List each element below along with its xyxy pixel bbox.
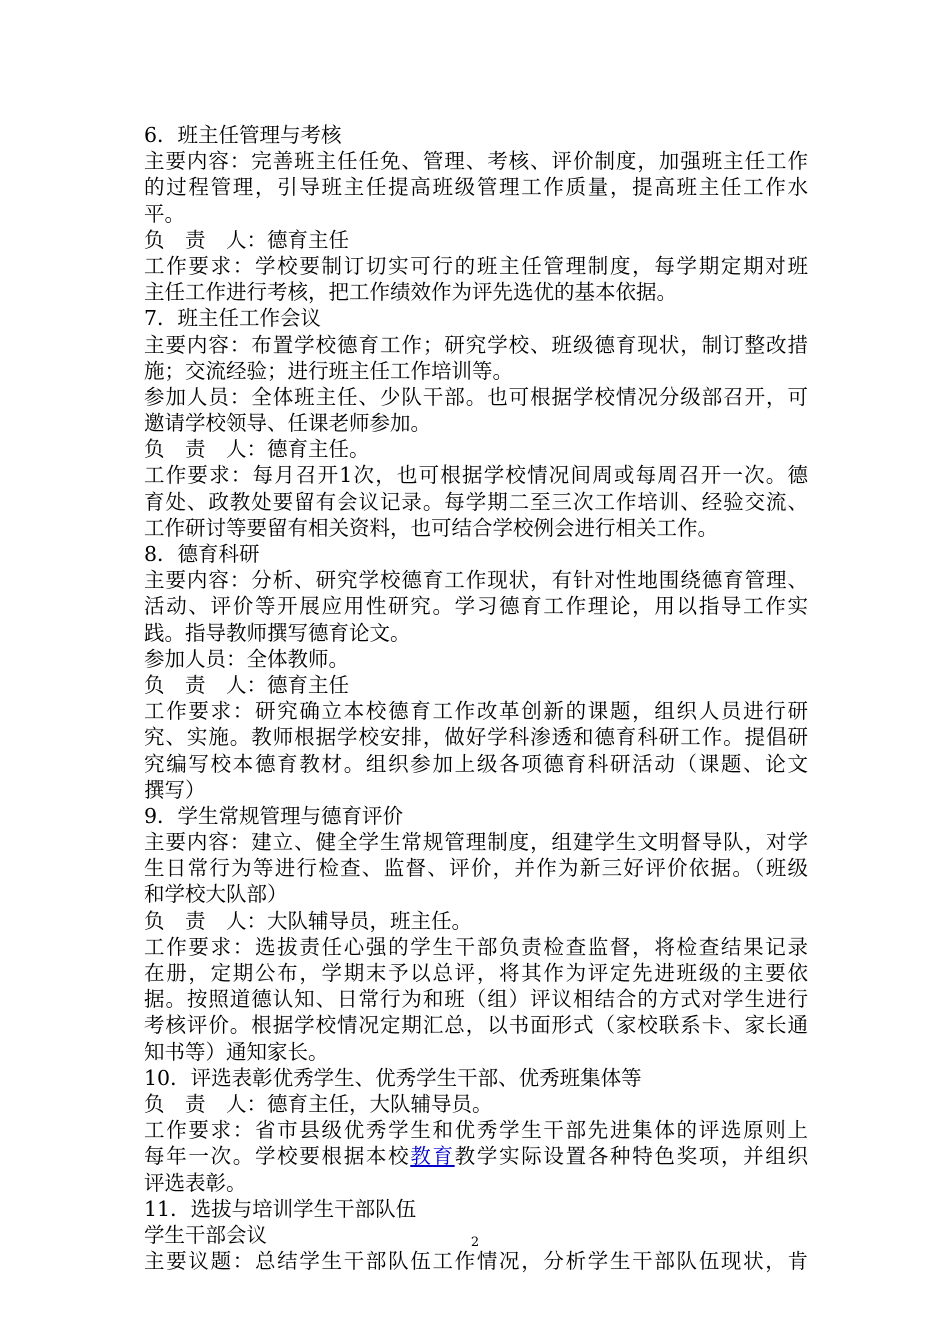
text-line: 评选表彰。	[144, 1170, 247, 1195]
text-line: 撰写）	[144, 777, 206, 802]
text-line: 主要内容：分析、研究学校德育工作现状，有针对性地围绕德育管理、	[144, 568, 808, 593]
text-line: 8．德育科研	[144, 542, 260, 566]
text-line: 9．学生常规管理与德育评价	[144, 803, 404, 828]
text-line: 施；交流经验；进行班主任工作培训等。	[144, 358, 513, 383]
text-line: 负 责 人：德育主任	[144, 227, 349, 252]
text-line: 学生干部会议	[144, 1222, 267, 1247]
text-line: 主要内容：布置学校德育工作；研究学校、班级德育现状，制订整改措	[144, 332, 808, 357]
text-line: 负 责 人：大队辅导员，班主任。	[144, 908, 472, 933]
text-line: 参加人员：全体教师。	[144, 646, 349, 671]
text-line: 7．班主任工作会议	[144, 306, 322, 331]
text-line: 主任工作进行考核，把工作绩效作为评先选优的基本依据。	[144, 280, 677, 305]
text-line: 考核评价。根据学校情况定期汇总，以书面形式（家校联系卡、家长通	[144, 1013, 808, 1038]
document-body	[144, 122, 808, 1274]
text-line: 主要内容：完善班主任任免、管理、考核、评价制度，加强班主任工作	[144, 149, 808, 174]
text-line: 负 责 人：德育主任。	[144, 437, 370, 462]
text-segment: 每年一次。学校要根据本校	[144, 1144, 411, 1169]
text-line: 工作要求：省市县级优秀学生和优秀学生干部先进集体的评选原则上	[144, 1118, 808, 1143]
text-line: 负 责 人：德育主任，大队辅导员。	[144, 1091, 493, 1116]
text-line: 主要内容：建立、健全学生常规管理制度，组建学生文明督导队，对学	[144, 830, 808, 855]
text-line: 6．班主任管理与考核	[144, 123, 342, 147]
text-line: 负 责 人：德育主任	[144, 672, 349, 697]
text-line: 践。指导教师撰写德育论文。	[144, 620, 411, 645]
text-line: 平。	[144, 201, 185, 226]
text-line: 在册，定期公布，学期末予以总评，将其作为评定先进班级的主要依	[144, 961, 808, 985]
text-line: 邀请学校领导、任课老师参加。	[144, 411, 431, 436]
text-line: 工作要求：研究确立本校德育工作改革创新的课题，组织人员进行研	[144, 699, 808, 724]
text-line: 的过程管理，引导班主任提高班级管理工作质量，提高班主任工作水	[144, 175, 808, 200]
text-line: 据。按照道德认知、日常行为和班（组）评议相结合的方式对学生进行	[144, 987, 808, 1012]
page-number: 2	[470, 1235, 480, 1250]
text-line: 究编写校本德育教材。组织参加上级各项德育科研活动（课题、论文	[144, 751, 808, 776]
text-line: 工作要求：每月召开1次，也可根据学校情况间周或每周召开一次。德	[144, 463, 808, 488]
text-line: 参加人员：全体班主任、少队干部。也可根据学校情况分级部召开，可	[144, 384, 808, 409]
text-line: 工作要求：选拔责任心强的学生干部负责检查监督，将检查结果记录	[144, 934, 808, 959]
text-line: 生日常行为等进行检查、监督、评价，并作为新三好评价依据。（班级	[144, 856, 808, 881]
text-line: 11．选拔与培训学生干部队伍	[144, 1196, 417, 1221]
text-line: 工作要求：学校要制订切实可行的班主任管理制度，每学期定期对班	[144, 253, 808, 278]
text-line: 10．评选表彰优秀学生、优秀学生干部、优秀班集体等	[144, 1065, 642, 1090]
text-line: 育处、政教处要留有会议记录。每学期二至三次工作培训、经验交流、	[144, 489, 808, 514]
text-line: 工作研讨等要留有相关资料，也可结合学校例会进行相关工作。	[144, 515, 718, 540]
text-line	[144, 1143, 808, 1169]
education-link[interactable]: 教育	[410, 1144, 455, 1169]
text-segment: 教学实际设置各种特色奖项，并组织	[454, 1144, 808, 1169]
text-line: 活动、评价等开展应用性研究。学习德育工作理论，用以指导工作实	[144, 594, 808, 619]
text-line: 知书等）通知家长。	[144, 1039, 329, 1064]
text-line: 主要议题：总结学生干部队伍工作情况，分析学生干部队伍现状，肯	[144, 1249, 808, 1274]
text-line: 和学校大队部）	[144, 882, 288, 907]
text-line: 究、实施。教师根据学校安排，做好学科渗透和德育科研工作。提倡研	[144, 725, 808, 750]
